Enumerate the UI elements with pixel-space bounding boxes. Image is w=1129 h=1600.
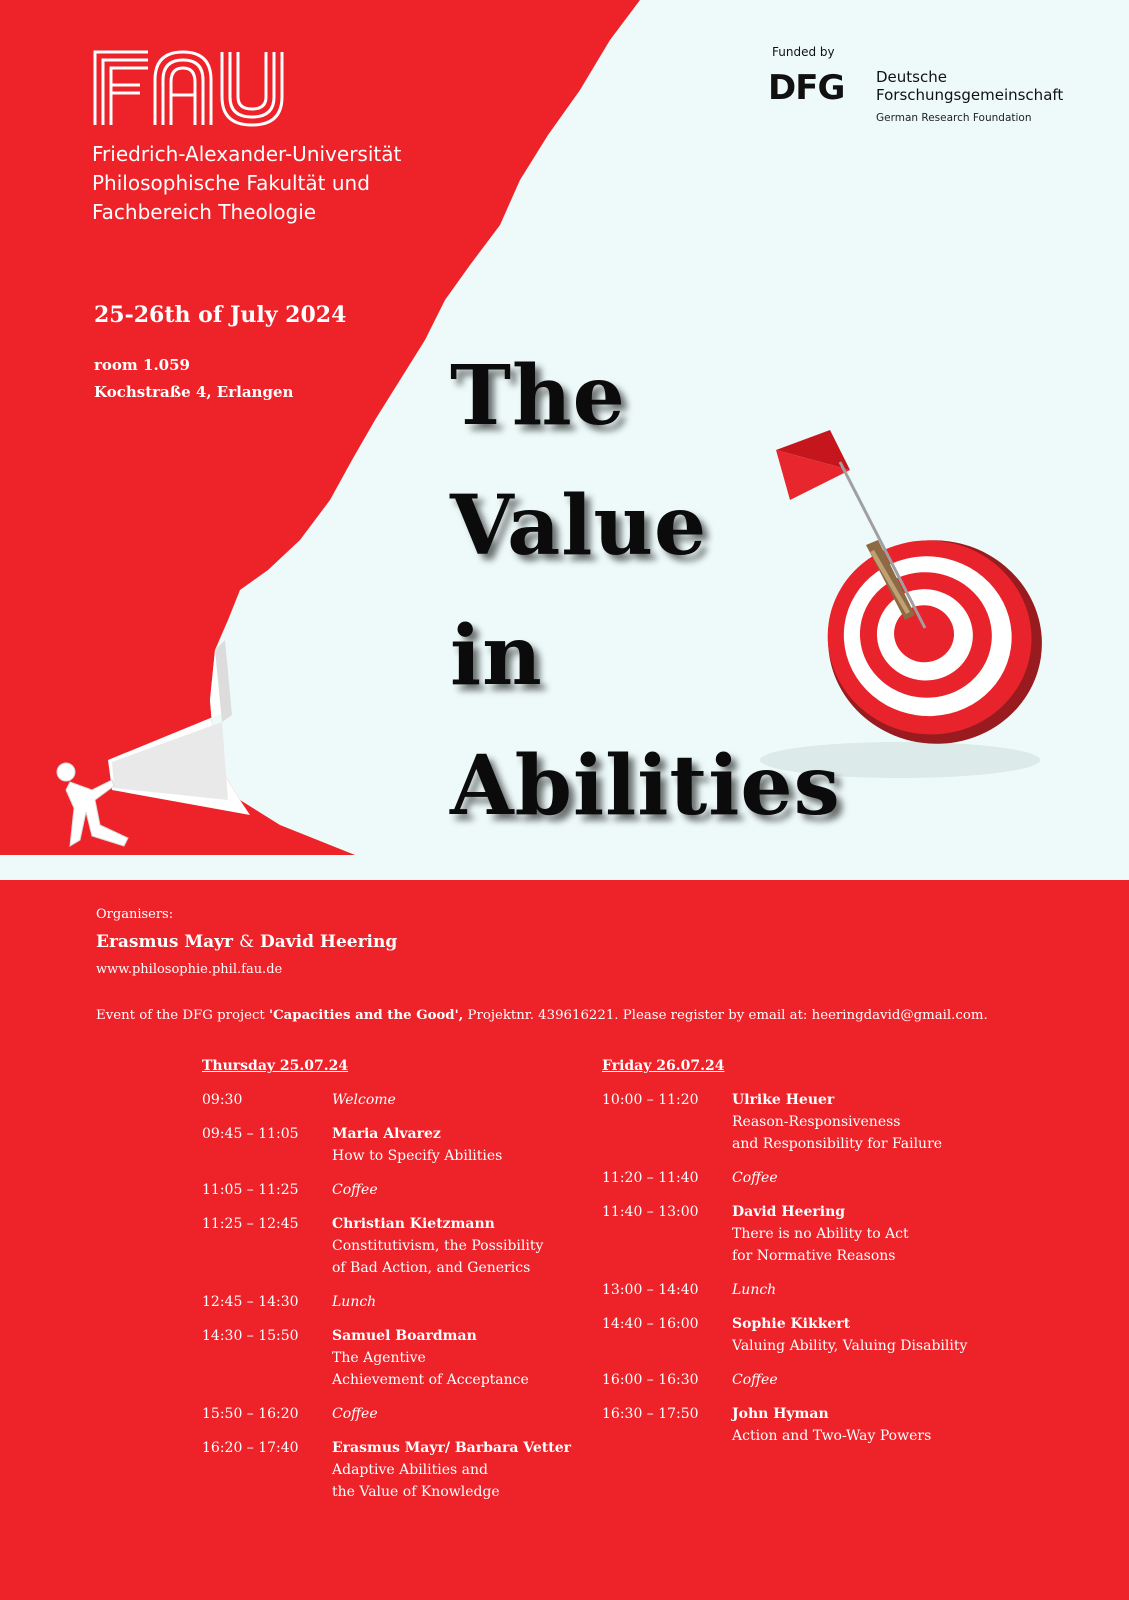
organiser-1: Erasmus Mayr	[96, 932, 234, 952]
day-heading: Thursday 25.07.24	[202, 1058, 349, 1074]
schedule-time: 14:30 – 15:50	[202, 1328, 299, 1344]
schedule-entry	[732, 1201, 1022, 1267]
schedule-time: 10:00 – 11:20	[602, 1092, 699, 1108]
schedule-friday	[602, 1055, 1022, 1575]
schedule-entry	[332, 1213, 622, 1279]
speaker-name: Samuel Boardman	[332, 1328, 477, 1344]
speaker-name: Ulrike Heuer	[732, 1092, 835, 1108]
schedule-entry	[332, 1325, 622, 1391]
program-section	[0, 880, 1129, 1600]
day-heading: Friday 26.07.24	[602, 1058, 725, 1074]
talk-title: Reason-Responsiveness and Responsibility for Failure	[732, 1114, 943, 1152]
schedule-time: 16:20 – 17:40	[202, 1440, 299, 1456]
schedule-entry	[732, 1089, 1022, 1155]
event-date: 25-26th of July 2024	[94, 302, 347, 328]
title-word-1: The	[450, 348, 626, 444]
schedule-time: 11:20 – 11:40	[602, 1170, 699, 1186]
dfg-english-name: German Research Foundation	[876, 112, 1032, 124]
break-label: Coffee	[332, 1406, 378, 1422]
event-address: Kochstraße 4, Erlangen	[94, 383, 294, 401]
fau-line-3: Fachbereich Theologie	[92, 200, 317, 224]
organisers-amp: &	[238, 932, 255, 952]
schedule-time: 11:25 – 12:45	[202, 1216, 299, 1232]
talk-title: Valuing Ability, Valuing Disability	[732, 1338, 968, 1354]
schedule-time: 13:00 – 14:40	[602, 1282, 699, 1298]
schedule-entry	[332, 1437, 622, 1503]
schedule-entry	[732, 1369, 1022, 1391]
event-suffix: Projektnr. 439616221. Please register by email at: heeringdavid@gmail.com.	[463, 1008, 988, 1023]
schedule-thursday	[202, 1055, 622, 1575]
organisers-label: Organisers:	[96, 907, 174, 922]
speaker-name: John Hyman	[732, 1406, 829, 1422]
schedule-time: 11:40 – 13:00	[602, 1204, 699, 1220]
schedule-time: 16:00 – 16:30	[602, 1372, 699, 1388]
funded-by-label: Funded by	[772, 45, 835, 59]
schedule-entry	[732, 1403, 1022, 1447]
schedule-entry	[332, 1089, 622, 1111]
dfg-name	[876, 68, 1076, 104]
fau-line-2: Philosophische Fakultät und	[92, 171, 370, 195]
dfg-logo: DFG	[768, 68, 845, 108]
break-label: Welcome	[332, 1092, 396, 1108]
talk-title: There is no Ability to Act for Normative Reasons	[732, 1226, 909, 1264]
dfg-name-line-1: Deutsche	[876, 68, 947, 86]
schedule-time: 16:30 – 17:50	[602, 1406, 699, 1422]
schedule-time: 14:40 – 16:00	[602, 1316, 699, 1332]
schedule-time: 09:30	[202, 1092, 243, 1108]
speaker-name: David Heering	[732, 1204, 846, 1220]
break-label: Lunch	[332, 1294, 377, 1310]
fau-affiliation	[92, 140, 512, 227]
title-word-3: in	[450, 608, 543, 704]
break-label: Coffee	[732, 1372, 778, 1388]
schedule-time: 09:45 – 11:05	[202, 1126, 299, 1142]
event-location	[94, 352, 293, 406]
talk-title: The Agentive Achievement of Acceptance	[332, 1350, 529, 1388]
talk-title: Constitutivism, the Possibility of Bad Action, and Generics	[332, 1238, 544, 1276]
talk-title: How to Specify Abilities	[332, 1148, 503, 1164]
schedule-time: 11:05 – 11:25	[202, 1182, 299, 1198]
speaker-name: Sophie Kikkert	[732, 1316, 851, 1332]
schedule-entry	[732, 1279, 1022, 1301]
talk-title: Action and Two-Way Powers	[732, 1428, 932, 1444]
schedule-entry	[732, 1167, 1022, 1189]
event-room: room 1.059	[94, 356, 190, 374]
schedule-time: 15:50 – 16:20	[202, 1406, 299, 1422]
organisers-names	[96, 932, 397, 952]
break-label: Lunch	[732, 1282, 777, 1298]
organiser-2: David Heering	[260, 932, 398, 952]
event-description	[96, 1008, 988, 1023]
speaker-name: Christian Kietzmann	[332, 1216, 495, 1232]
break-label: Coffee	[732, 1170, 778, 1186]
event-prefix: Event of the DFG project	[96, 1008, 269, 1023]
schedule-time: 12:45 – 14:30	[202, 1294, 299, 1310]
title-word-4: Abilities	[450, 738, 841, 834]
title-word-2: Value	[450, 478, 708, 574]
website-link[interactable]: www.philosophie.phil.fau.de	[96, 962, 283, 977]
speaker-name: Erasmus Mayr/ Barbara Vetter	[332, 1440, 571, 1456]
event-project: 'Capacities and the Good',	[269, 1008, 464, 1023]
fau-line-1: Friedrich-Alexander-Universität	[92, 142, 402, 166]
schedule-entry	[332, 1291, 622, 1313]
schedule-entry	[732, 1313, 1022, 1357]
dfg-name-line-2: Forschungsgemeinschaft	[876, 86, 1064, 104]
schedule-entry	[332, 1403, 622, 1425]
talk-title: Adaptive Abilities and the Value of Knowledge	[332, 1462, 500, 1500]
speaker-name: Maria Alvarez	[332, 1126, 441, 1142]
schedule-entry	[332, 1179, 622, 1201]
schedule-entry	[332, 1123, 622, 1167]
break-label: Coffee	[332, 1182, 378, 1198]
